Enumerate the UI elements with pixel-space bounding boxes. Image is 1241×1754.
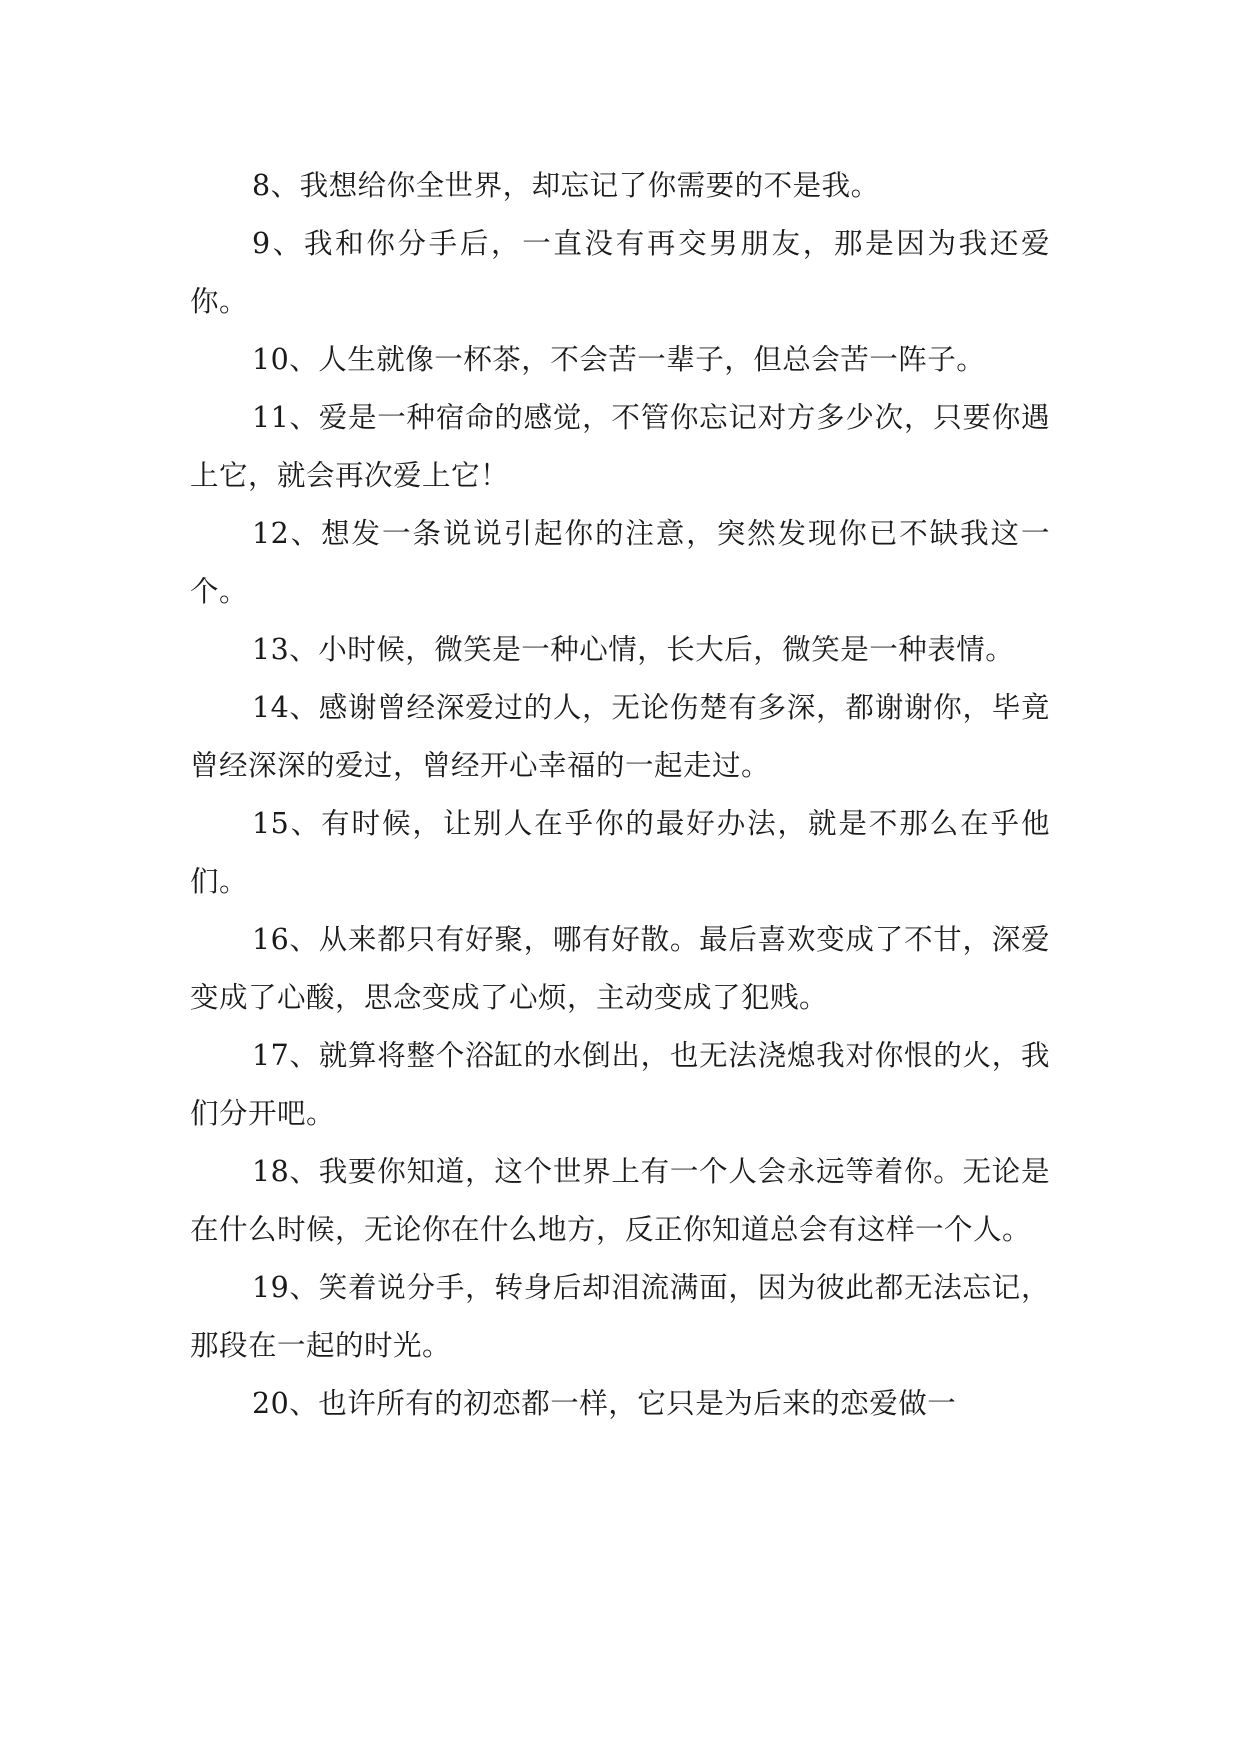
paragraph-10: 10、人生就像一杯茶，不会苦一辈子，但总会苦一阵子。 (252, 343, 986, 376)
paragraph-18: 18、我要你知道，这个世界上有一个人会永远等着你。无论是在什么时候，无论你在什么地方，反正你知道总会有这样一个人。 (190, 1155, 1050, 1246)
paragraph-20: 20、也许所有的初恋都一样，它只是为后来的恋爱做一 (252, 1387, 957, 1420)
paragraph-8: 8、我想给你全世界，却忘记了你需要的不是我。 (252, 169, 880, 202)
paragraph-13: 13、小时候，微笑是一种心情，长大后，微笑是一种表情。 (252, 633, 1015, 666)
paragraph-14: 14、感谢曾经深爱过的人，无论伤楚有多深，都谢谢你，毕竟曾经深深的爱过，曾经开心幸福的一起走过。 (190, 691, 1050, 782)
paragraph-9: 9、我和你分手后，一直没有再交男朋友，那是因为我还爱你。 (190, 227, 1050, 318)
paragraph-11: 11、爱是一种宿命的感觉，不管你忘记对方多少次，只要你遇上它，就会再次爱上它！ (190, 401, 1050, 492)
paragraph-19: 19、笑着说分手，转身后却泪流满面，因为彼此都无法忘记，那段在一起的时光。 (190, 1271, 1050, 1362)
document-body (190, 157, 1050, 1433)
paragraph-15: 15、有时候，让别人在乎你的最好办法，就是不那么在乎他们。 (190, 807, 1050, 898)
paragraph-16: 16、从来都只有好聚，哪有好散。最后喜欢变成了不甘，深爱变成了心酸，思念变成了心烦，主动变成了犯贱。 (190, 923, 1050, 1014)
paragraph-17: 17、就算将整个浴缸的水倒出，也无法浇熄我对你恨的火，我们分开吧。 (190, 1039, 1050, 1130)
paragraph-12: 12、想发一条说说引起你的注意，突然发现你已不缺我这一个。 (190, 517, 1050, 608)
